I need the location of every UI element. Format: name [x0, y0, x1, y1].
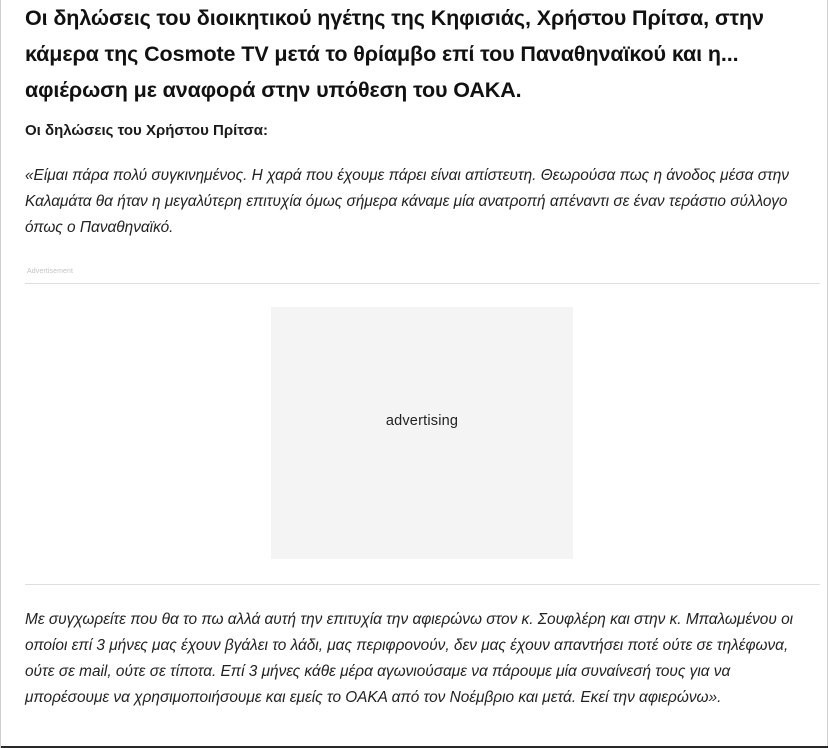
- article-headline: Οι δηλώσεις του διοικητικού ηγέτης της Κηφισιάς, Χρήστου Πρίτσα, στην κάμερα της Cosmote TV μετά το θρίαμβο επί του Παναθηναϊκού και η... αφιέρωση με αναφορά στην υπόθεση του ΟΑΚΑ.: [25, 6, 764, 102]
- statements-subheading: Οι δηλώσεις του Χρήστου Πρίτσα:: [25, 122, 269, 139]
- quote-paragraph-2: Με συγχωρείτε που θα το πω αλλά αυτή την επιτυχία την αφιερώνω στον κ. Σουφλέρη και στην κ. Μπαλωμένου οι οποίοι επί 3 μήνες μας έχουν βγάλει το λάδι, μας περιφρονούν, δεν μας έχουν απαντήσει ποτέ ούτε σε τηλέφωνα, ούτε σε mail, ούτε σε τίποτα. Επί 3 μήνες κάθε μέρα αγωνιούσαμε να πάρουμε μία συναίνεσή τους για να μπορέσουμε να χρησιμοποιήσουμε και εμείς το ΟΑΚΑ από τον Νοέμβριο και μετά. Εκεί την αφιερώνω».: [25, 611, 794, 706]
- quote-paragraph-1: «Είμαι πάρα πολύ συγκινημένος. Η χαρά που έχουμε πάρει είναι απίστευτη. Θεωρούσα πως η άνοδος μέσα στην Καλαμάτα θα ήταν η μεγαλύτερη επιτυχία όμως σήμερα κάναμε μία ανατροπή απέναντι σε έναν τεράστιο σύλλογο όπως ο Παναθηναϊκό.: [25, 167, 789, 236]
- advertisement-label: Advertisement: [27, 268, 74, 275]
- ad-divider-top: [25, 283, 820, 284]
- advertising-slot[interactable]: [271, 307, 573, 559]
- advertising-placeholder-text: advertising: [385, 413, 459, 429]
- ad-divider-bottom: [25, 584, 820, 585]
